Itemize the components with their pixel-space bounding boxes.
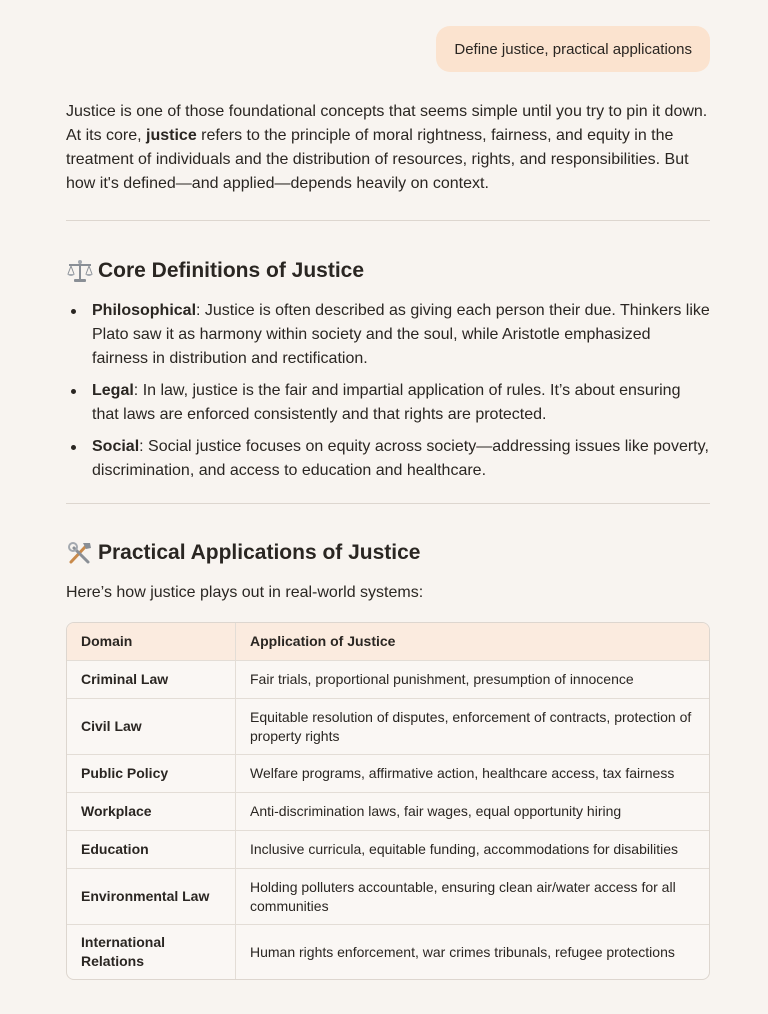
table-row — [67, 754, 709, 792]
applications-table — [66, 622, 710, 980]
table-cell-application: Human rights enforcement, war crimes tribunals, refugee protections — [250, 943, 675, 960]
list-item-term: Legal — [92, 382, 134, 399]
user-message-text: Define justice, practical applications — [454, 40, 692, 58]
divider — [66, 503, 710, 504]
user-message-bubble — [436, 26, 710, 72]
table-header-cell: Domain — [67, 623, 236, 660]
table-header-row — [67, 623, 709, 660]
table-cell-application: Equitable resolution of disputes, enforcement of contracts, protection of property rights — [250, 708, 692, 744]
table-row — [67, 792, 709, 830]
divider — [66, 220, 710, 221]
table-cell-application: Fair trials, proportional punishment, presumption of innocence — [250, 671, 634, 687]
table-row — [67, 924, 709, 979]
list-item — [66, 435, 710, 483]
section-heading-applications — [66, 538, 710, 568]
section-lead: Here’s how justice plays out in real-world systems: — [66, 584, 424, 601]
definitions-list — [66, 299, 710, 483]
table-row — [67, 698, 709, 754]
list-item — [66, 379, 710, 427]
section-title: Practical Applications of Justice — [98, 541, 421, 564]
list-item-term: Social — [92, 438, 140, 455]
list-item-text: : Justice is often described as giving each person their due. Thinkers like Plato saw it as harmony within society and the soul, while Aristotle emphasized fairness in distribution and rectification. — [92, 302, 710, 367]
section-title: Core Definitions of Justice — [98, 259, 365, 282]
list-item-text: : In law, justice is the fair and impartial application of rules. It’s about ensuring that laws are enforced consistently and that rights are protected. — [92, 382, 681, 423]
table-header-cell: Application of Justice — [250, 633, 396, 649]
intro-text-start: Justice is one of those foundational concepts that seems simple until you try to pin it down. At its core, — [66, 103, 708, 144]
table-cell-application: Welfare programs, affirmative action, healthcare access, tax fairness — [250, 765, 675, 781]
assistant-response — [66, 100, 710, 980]
table-cell-application: Anti-discrimination laws, fair wages, equal opportunity hiring — [250, 803, 622, 819]
table-row — [67, 830, 709, 868]
table-cell-application: Inclusive curricula, equitable funding, accommodations for disabilities — [250, 841, 678, 857]
intro-bold-term: justice — [146, 127, 197, 144]
intro-paragraph — [66, 100, 710, 196]
table-cell-application: Holding polluters accountable, ensuring clean air/water access for all communities — [250, 878, 676, 914]
intro-text-end: refers to the principle of moral rightness, fairness, and equity in the treatment of individuals and the distribution of resources, rights, and responsibilities. But how it's defined—and applied—depends heavily on context. — [66, 127, 689, 192]
table-cell-domain: Environmental Law — [67, 869, 236, 924]
table-row — [67, 660, 709, 698]
table-cell-domain: Workplace — [67, 793, 236, 830]
list-item-text: : Social justice focuses on equity across society—addressing issues like poverty, discrimination, and access to education and healthcare. — [92, 438, 709, 479]
table-cell-domain: Public Policy — [67, 755, 236, 792]
list-item-term: Philosophical — [92, 302, 197, 319]
table-row — [67, 868, 709, 924]
list-item — [66, 299, 710, 371]
table-cell-domain: International Relations — [67, 925, 236, 979]
scales-icon — [66, 258, 94, 284]
table-cell-domain: Criminal Law — [67, 661, 236, 698]
section-heading-definitions — [66, 256, 710, 286]
table-cell-domain: Education — [67, 831, 236, 868]
tools-icon — [66, 540, 94, 566]
table-cell-domain: Civil Law — [67, 699, 236, 754]
